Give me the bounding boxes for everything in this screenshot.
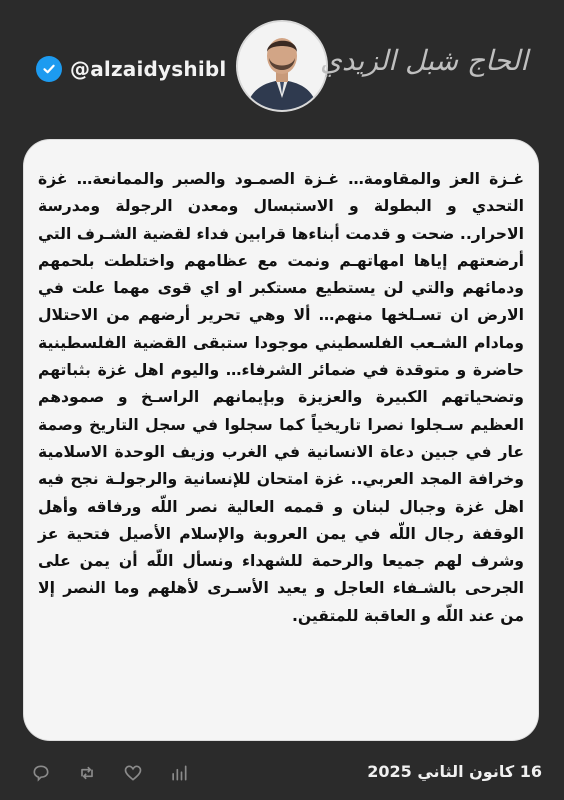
calligraphy-name: الحاج شبل الزيدي: [319, 44, 528, 77]
handle-text: @alzaidyshibl: [70, 57, 227, 81]
post-date: 16 كانون الثاني 2025: [367, 762, 542, 781]
views-icon[interactable]: [164, 760, 194, 786]
retweet-icon[interactable]: [72, 760, 102, 786]
verified-badge-icon: [36, 56, 62, 82]
avatar[interactable]: [236, 20, 328, 112]
reply-icon[interactable]: [26, 760, 56, 786]
action-bar: [26, 760, 194, 786]
footer: [0, 748, 564, 800]
header: [0, 0, 564, 140]
post-text: غـزة العز والمقاومة… غـزة الصمـود والصبر والممانعة… غزة التحدي و البطولة و الاستبسال ومعدن الرجولة ومدرسة الاحرار.. ضحت و قدمت أبناءها قرابين فداء لقضية الشـرف التي أرضعتهم إياها امهاتهـم ونمت مع عظامهم واختلطت بلحمهم ودمائهم والتي لن يستطيع مستكبر او اي قوى مهما علت في الارض ان تسـلخها منهم… ألا وهي تحرير أرضهم من الاحتلال ومادام الشـعب الفلسطيني موجودا ستبقى القضية الفلسطينية حاضرة و متوقدة في ضمائر الشرفاء… واليوم اهل غزة بثباتهم وتضحياتهم الكبيرة والعزيزة وبإيمانهم الراسـخ و صمودهم العظيم سـجلوا نصرا تاريخياً كما سجلوا في سجل التاريخ وصمة عار في جبين دعاة الانسانية في الغرب وزيف الوحدة الاسلامية وخرافة المجد العربي.. غزة امتحان للإنسانية والرجولـة نجح فيه اهل غزة وجبال لبنان و قممه العالية نصر اللّه ورفاقه وأهل الوقفة رجال اللّه في يمن العروبة والإسلام الأصيل فتحية عز وشرف لهم جميعا والرحمة للشهداء ونسأل اللّه أن يمن على الجرحى بالشـفاء العاجل و يعيد الأسـرى لأهلهم وما النصر إلا من عند اللّه و العاقبة للمتقين.: [38, 170, 524, 625]
post-card: [24, 140, 538, 740]
like-icon[interactable]: [118, 760, 148, 786]
account-handle[interactable]: [36, 56, 226, 82]
